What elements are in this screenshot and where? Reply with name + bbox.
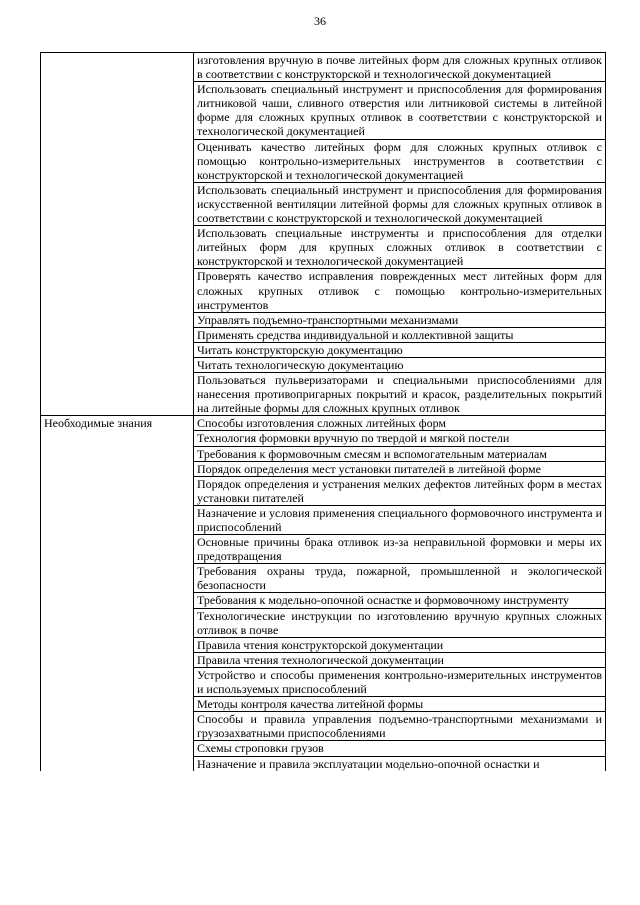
skill-item: Использовать специальный инструмент и приспособления для формирования искусственной вентиляции литейной формы для сложных крупных отливок в соответствии с конструкторской и технологической документацией — [194, 182, 606, 225]
skill-item: Использовать специальные инструменты и приспособления для отделки литейных форм для крупных сложных отливок в соответствии с конструкторской и технологической документацией — [194, 226, 606, 269]
skill-item: Использовать специальный инструмент и приспособления для формирования литниковой чаши, сливного отверстия или литниковой системы в литейной форме для сложных крупных отливок в соответствии с конструкторской и технологической документацией — [194, 82, 606, 139]
knowledge-section-label: Необходимые знания — [41, 416, 194, 771]
knowledge-item: Технология формовки вручную по твердой и мягкой постели — [194, 431, 606, 446]
skill-item: Читать технологическую документацию — [194, 357, 606, 372]
page-number: 36 — [314, 14, 326, 28]
knowledge-item: Требования охраны труда, пожарной, промышленной и экологической безопасности — [194, 564, 606, 593]
requirements-table — [40, 52, 606, 771]
knowledge-item: Правила чтения технологической документации — [194, 652, 606, 667]
knowledge-item: Требования к формовочным смесям и вспомогательным материалам — [194, 446, 606, 461]
skill-item: Пользоваться пульверизаторами и специальными приспособлениями для нанесения противопригарных покрытий и красок, разделительных покрытий на литейные формы для сложных крупных отливок — [194, 373, 606, 416]
knowledge-item: Назначение и условия применения специального формовочного инструмента и приспособлений — [194, 505, 606, 534]
knowledge-item: Способы и правила управления подъемно-транспортными механизмами и грузозахватными приспособлениями — [194, 712, 606, 741]
skill-item: Проверять качество исправления поврежденных мест литейных форм для сложных крупных отливок с помощью контрольно-измерительных инструментов — [194, 269, 606, 312]
knowledge-item: Схемы строповки грузов — [194, 741, 606, 756]
knowledge-item: Правила чтения конструкторской документации — [194, 637, 606, 652]
knowledge-item: Требования к модельно-опочной оснастке и формовочному инструменту — [194, 593, 606, 608]
knowledge-item: Порядок определения и устранения мелких дефектов литейных форм в местах установки питателей — [194, 476, 606, 505]
knowledge-item: Назначение и правила эксплуатации модельно-опочной оснастки и — [194, 756, 606, 771]
knowledge-item: Методы контроля качества литейной формы — [194, 697, 606, 712]
skill-item: изготовления вручную в почве литейных форм для сложных крупных отливок в соответствии с конструкторской и технологической документацией — [194, 53, 606, 82]
skill-item: Применять средства индивидуальной и коллективной защиты — [194, 327, 606, 342]
skills-label-cell — [41, 53, 194, 416]
table-row — [41, 53, 606, 82]
skill-item: Управлять подъемно-транспортными механизмами — [194, 312, 606, 327]
knowledge-item: Порядок определения мест установки питателей в литейной форме — [194, 461, 606, 476]
skill-item: Читать конструкторскую документацию — [194, 342, 606, 357]
knowledge-item: Способы изготовления сложных литейных форм — [194, 416, 606, 431]
knowledge-item: Устройство и способы применения контрольно-измерительных инструментов и используемых приспособлений — [194, 667, 606, 696]
table-row — [41, 416, 606, 431]
knowledge-item: Основные причины брака отливок из-за неправильной формовки и меры их предотвращения — [194, 535, 606, 564]
knowledge-item: Технологические инструкции по изготовлению вручную крупных сложных отливок в почве — [194, 608, 606, 637]
skill-item: Оценивать качество литейных форм для сложных крупных отливок с помощью контрольно-измерительных инструментов в соответствии с конструкторской и технологической документацией — [194, 139, 606, 182]
